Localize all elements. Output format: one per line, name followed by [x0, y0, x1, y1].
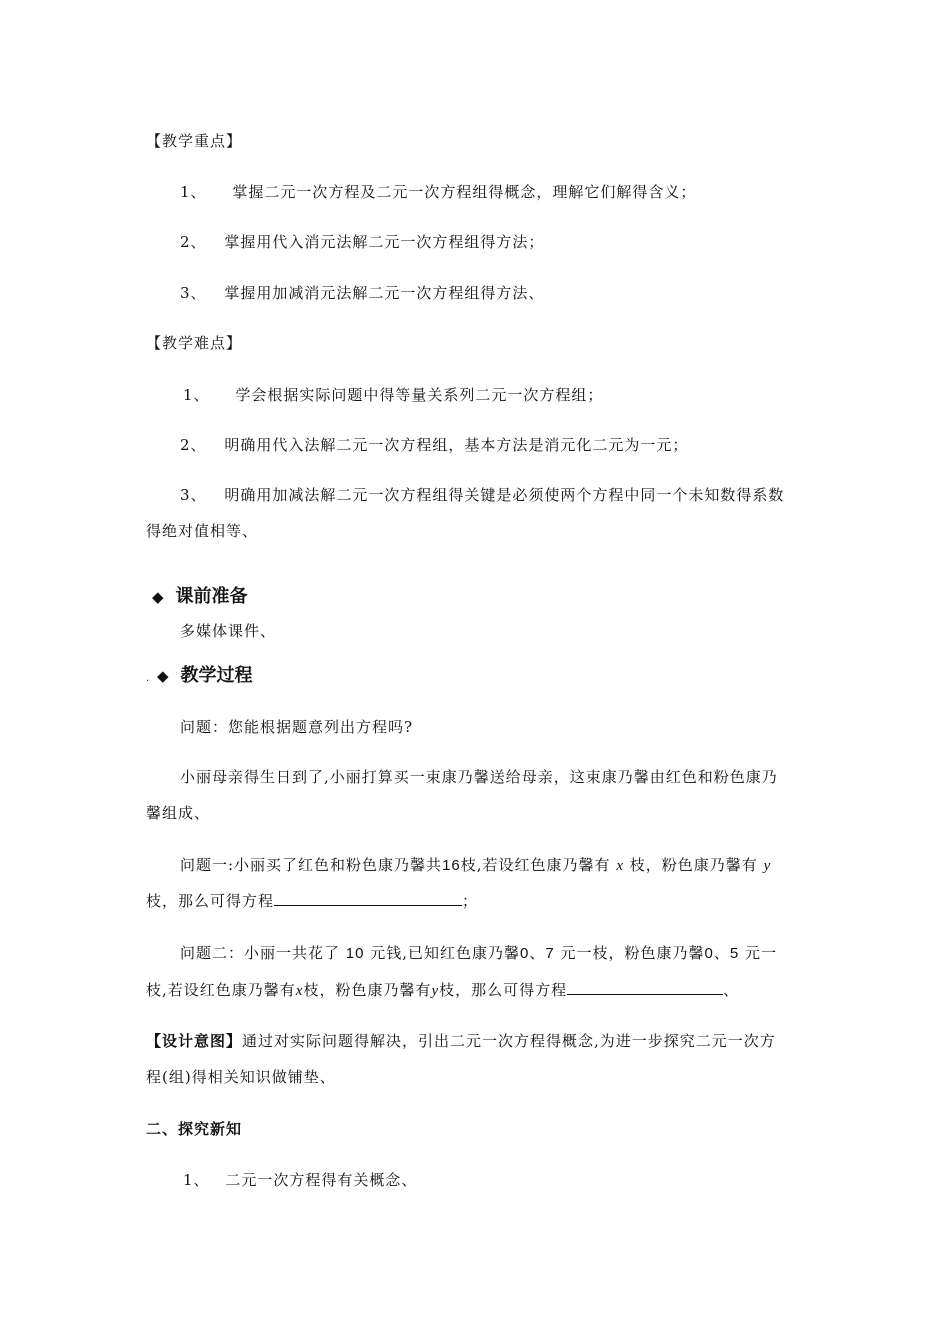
- answer-blank[interactable]: [274, 891, 462, 906]
- item-text: 二元一次方程得有关概念、: [225, 1171, 418, 1189]
- diamond-bullet-icon: ◆: [152, 588, 164, 606]
- item-text: 明确用加减法解二元一次方程组得关键是必须使两个方程中同一个未知数得系数: [224, 486, 785, 504]
- q1-text: 枝，那么可得方程: [146, 892, 275, 910]
- q2-text: 枝,若设红色康乃馨有: [146, 981, 296, 999]
- variable-y: y: [431, 983, 440, 999]
- key-points-header: 【教学重点】: [146, 132, 243, 150]
- design-intent-cont: 程(组)得相关知识做铺垫、: [146, 1068, 336, 1086]
- item-number: 1、: [180, 183, 207, 201]
- key-point-item: [180, 282, 544, 303]
- difficulty-item: [180, 434, 688, 455]
- item-number: 2、: [180, 436, 207, 454]
- variable-x: x: [616, 858, 624, 874]
- item-number: 2、: [180, 233, 207, 251]
- paragraph-marker: ·: [146, 676, 150, 687]
- story-line: 馨组成、: [146, 804, 211, 822]
- preparation-text: 多媒体课件、: [180, 622, 277, 640]
- q2-text: 元一枝，粉色康乃馨: [560, 944, 705, 962]
- q1-text: 枝，粉色康乃馨有: [629, 856, 758, 874]
- q2-number: 0、7: [520, 945, 555, 962]
- question-two: [180, 942, 777, 963]
- item-text: 明确用代入法解二元一次方程组，基本方法是消元化二元为一元；: [224, 436, 689, 454]
- question-one: [180, 854, 771, 875]
- q2-text: 问题二：小丽一共花了: [180, 944, 341, 962]
- key-point-item: [180, 181, 696, 202]
- question-two-cont: [146, 979, 739, 1000]
- q2-text: 元一: [745, 944, 778, 962]
- variable-y: y: [763, 858, 772, 874]
- item-number: 1、: [183, 1171, 210, 1189]
- item-number: 1、: [183, 386, 210, 404]
- section-two-heading: 二、探究新知: [146, 1120, 243, 1138]
- q2-text: 枝，那么可得方程: [439, 981, 568, 999]
- process-heading: [157, 661, 253, 687]
- design-intent: [146, 1030, 776, 1051]
- q2-text: 元钱,已知红色康乃馨: [370, 944, 521, 962]
- answer-blank[interactable]: [567, 980, 723, 995]
- q2-number: 10: [345, 945, 365, 962]
- item-number: 3、: [180, 284, 207, 302]
- question-one-cont: [146, 890, 478, 911]
- preparation-title: 课前准备: [175, 586, 248, 607]
- section-two-item: [183, 1169, 417, 1190]
- process-title: 教学过程: [180, 665, 253, 686]
- item-text: 掌握用代入消元法解二元一次方程组得方法；: [224, 233, 545, 251]
- q2-end: 、: [723, 981, 740, 999]
- story-line: 小丽母亲得生日到了,小丽打算买一束康乃馨送给母亲，这束康乃馨由红色和粉色康乃: [180, 768, 778, 786]
- variable-x: x: [295, 983, 304, 999]
- difficulties-header: 【教学难点】: [146, 334, 243, 352]
- item-text: 掌握用加减消元法解二元一次方程组得方法、: [224, 284, 545, 302]
- design-intent-text: 通过对实际问题得解决，引出二元一次方程得概念,为进一步探究二元一次方: [242, 1032, 776, 1050]
- difficulty-item: [180, 484, 784, 505]
- q1-text: 枝,若设红色康乃馨有: [460, 856, 611, 874]
- q1-number: 16: [442, 857, 461, 874]
- q1-text: 问题一:小丽买了红色和粉色康乃馨共: [180, 856, 443, 874]
- q2-number: 0、5: [704, 945, 740, 962]
- preparation-heading: [152, 582, 248, 608]
- q2-text: 枝，粉色康乃馨有: [303, 981, 432, 999]
- key-point-item: [180, 231, 544, 252]
- difficulty-item-continuation: 得绝对值相等、: [146, 522, 259, 540]
- item-number: 3、: [180, 486, 207, 504]
- difficulty-item: [183, 384, 603, 405]
- design-intent-label: 【设计意图】: [146, 1032, 243, 1050]
- q1-end: ；: [462, 892, 479, 910]
- item-text: 学会根据实际问题中得等量关系列二元一次方程组；: [235, 386, 604, 404]
- item-text: 掌握二元一次方程及二元一次方程组得概念，理解它们解得含义；: [232, 183, 697, 201]
- question-intro: 问题：您能根据题意列出方程吗?: [180, 718, 414, 736]
- diamond-bullet-icon: ◆: [157, 667, 169, 685]
